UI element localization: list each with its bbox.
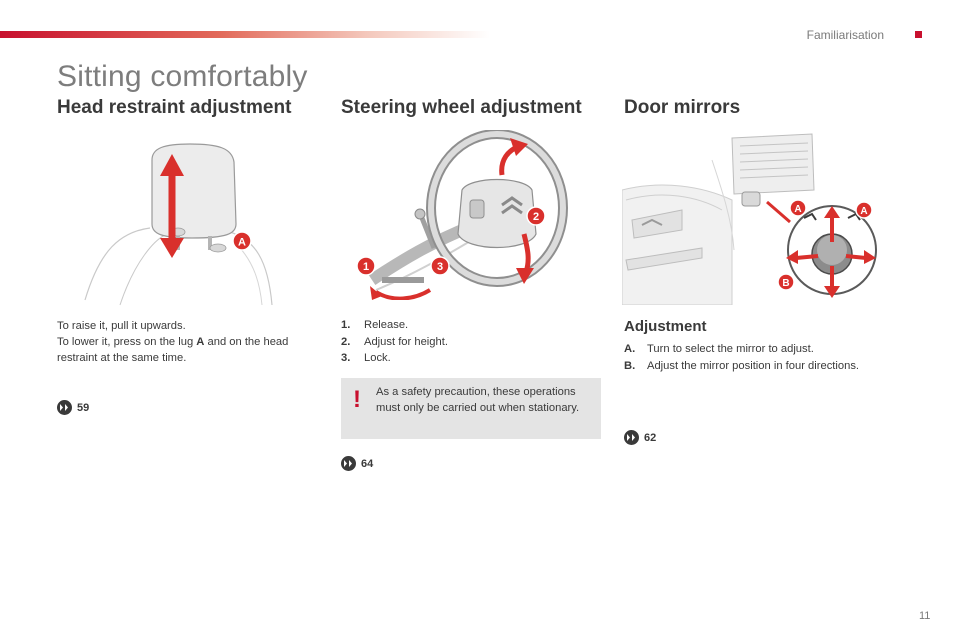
section-name: Familiarisation bbox=[806, 28, 884, 42]
illus-label-3: 3 bbox=[436, 261, 444, 273]
head-restraint-instructions bbox=[57, 318, 327, 366]
warning-text: As a safety precaution, these operations must only be carried out when stationary. bbox=[376, 386, 580, 414]
page-title: Sitting comfortably bbox=[57, 60, 308, 93]
page-reference-62[interactable]: 62 bbox=[624, 430, 656, 445]
safety-warning bbox=[341, 378, 601, 439]
steering-wheel-illustration bbox=[352, 130, 577, 300]
illus-label-a-left: A bbox=[794, 204, 802, 215]
illus-label-1: 1 bbox=[362, 261, 370, 273]
page-reference-icon bbox=[341, 456, 356, 471]
mirror-steps bbox=[624, 341, 924, 374]
page-reference-59[interactable]: 59 bbox=[57, 400, 89, 415]
head-restraint-title: Head restraint adjustment bbox=[57, 97, 292, 118]
page-reference-icon bbox=[57, 400, 72, 415]
steering-wheel-title: Steering wheel adjustment bbox=[341, 97, 582, 118]
illus-label-a-right: A bbox=[860, 206, 868, 217]
warning-icon: ! bbox=[353, 386, 361, 413]
head-restraint-line-1: To raise it, pull it upwards. bbox=[57, 320, 186, 332]
illus-label-b: B bbox=[782, 278, 790, 289]
page-reference-icon bbox=[624, 430, 639, 445]
list-item: 3. Lock. bbox=[341, 352, 391, 364]
door-mirrors-title: Door mirrors bbox=[624, 97, 741, 118]
head-restraint-line-2: To lower it, press on the lug A and on the head restraint at the same time. bbox=[57, 336, 289, 364]
illus-label-2: 2 bbox=[532, 211, 540, 223]
list-item: 2. Adjust for height. bbox=[341, 335, 448, 348]
page-number: 11 bbox=[919, 610, 931, 622]
illus-label-a: A bbox=[238, 236, 246, 249]
door-mirror-illustration bbox=[622, 130, 884, 305]
header-accent-bar bbox=[0, 31, 490, 38]
steering-steps bbox=[341, 317, 591, 367]
section-marker bbox=[915, 31, 922, 38]
page-reference-64[interactable]: 64 bbox=[341, 456, 373, 471]
head-restraint-illustration bbox=[80, 140, 280, 308]
list-item: B. Adjust the mirror position in four directions. bbox=[624, 359, 860, 372]
lug-label: A bbox=[196, 336, 205, 348]
list-item: A. Turn to select the mirror to adjust. bbox=[624, 343, 814, 355]
adjustment-subtitle: Adjustment bbox=[624, 318, 707, 335]
list-item: 1. Release. bbox=[341, 319, 409, 331]
